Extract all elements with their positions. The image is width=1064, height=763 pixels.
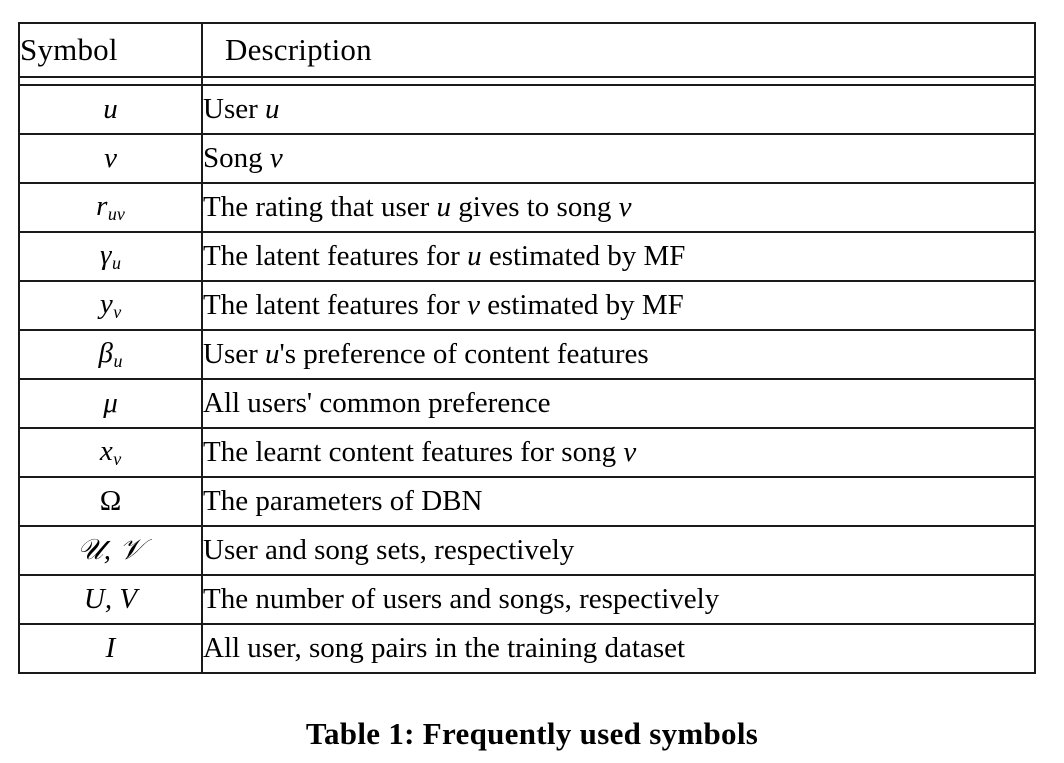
table-row: [19, 379, 1035, 428]
symbol-cell: $y_v$: [19, 281, 202, 330]
symbol-cell: $r_{uv}$: [19, 183, 202, 232]
table-row: [19, 183, 1035, 232]
description-cell: The parameters of DBN: [202, 477, 1035, 526]
description-cell: All user, song pairs in the training dataset: [202, 624, 1035, 673]
symbol-cell: $\gamma_u$: [19, 232, 202, 281]
column-header-symbol: Symbol: [19, 23, 202, 77]
symbol-cell: Ω: [19, 477, 202, 526]
symbol-cell: μ: [19, 379, 202, 428]
header-separator-right: [202, 77, 1035, 85]
symbol-cell: $\beta_u$: [19, 330, 202, 379]
symbol-cell: $x_v$: [19, 428, 202, 477]
table-row: [19, 232, 1035, 281]
table-row: [19, 477, 1035, 526]
description-cell: All users' common preference: [202, 379, 1035, 428]
description-cell: User u's preference of content features: [202, 330, 1035, 379]
table-header-row: [19, 23, 1035, 77]
table-caption: Table 1: Frequently used symbols: [305, 716, 759, 751]
table-row: [19, 526, 1035, 575]
symbol-cell: 𝒰, 𝒱: [19, 526, 202, 575]
symbol-cell: I: [19, 624, 202, 673]
symbol-cell: U, V: [19, 575, 202, 624]
description-cell: The rating that user u gives to song v: [202, 183, 1035, 232]
description-cell: User and song sets, respectively: [202, 526, 1035, 575]
description-cell: The latent features for v estimated by MF: [202, 281, 1035, 330]
description-cell: The latent features for u estimated by MF: [202, 232, 1035, 281]
symbols-table: [18, 22, 1036, 674]
header-separator-left: [19, 77, 202, 85]
header-separator: [19, 77, 1035, 85]
table-row: [19, 330, 1035, 379]
symbol-cell: u: [19, 85, 202, 134]
description-cell: The learnt content features for song v: [202, 428, 1035, 477]
table-row: [19, 134, 1035, 183]
table-row: [19, 575, 1035, 624]
description-cell: The number of users and songs, respectively: [202, 575, 1035, 624]
table-row: [19, 85, 1035, 134]
description-cell: User u: [202, 85, 1035, 134]
table-row: [19, 428, 1035, 477]
column-header-description: Description: [202, 23, 1035, 77]
description-cell: Song v: [202, 134, 1035, 183]
table-row: [19, 624, 1035, 673]
symbol-cell: v: [19, 134, 202, 183]
table-row: [19, 281, 1035, 330]
